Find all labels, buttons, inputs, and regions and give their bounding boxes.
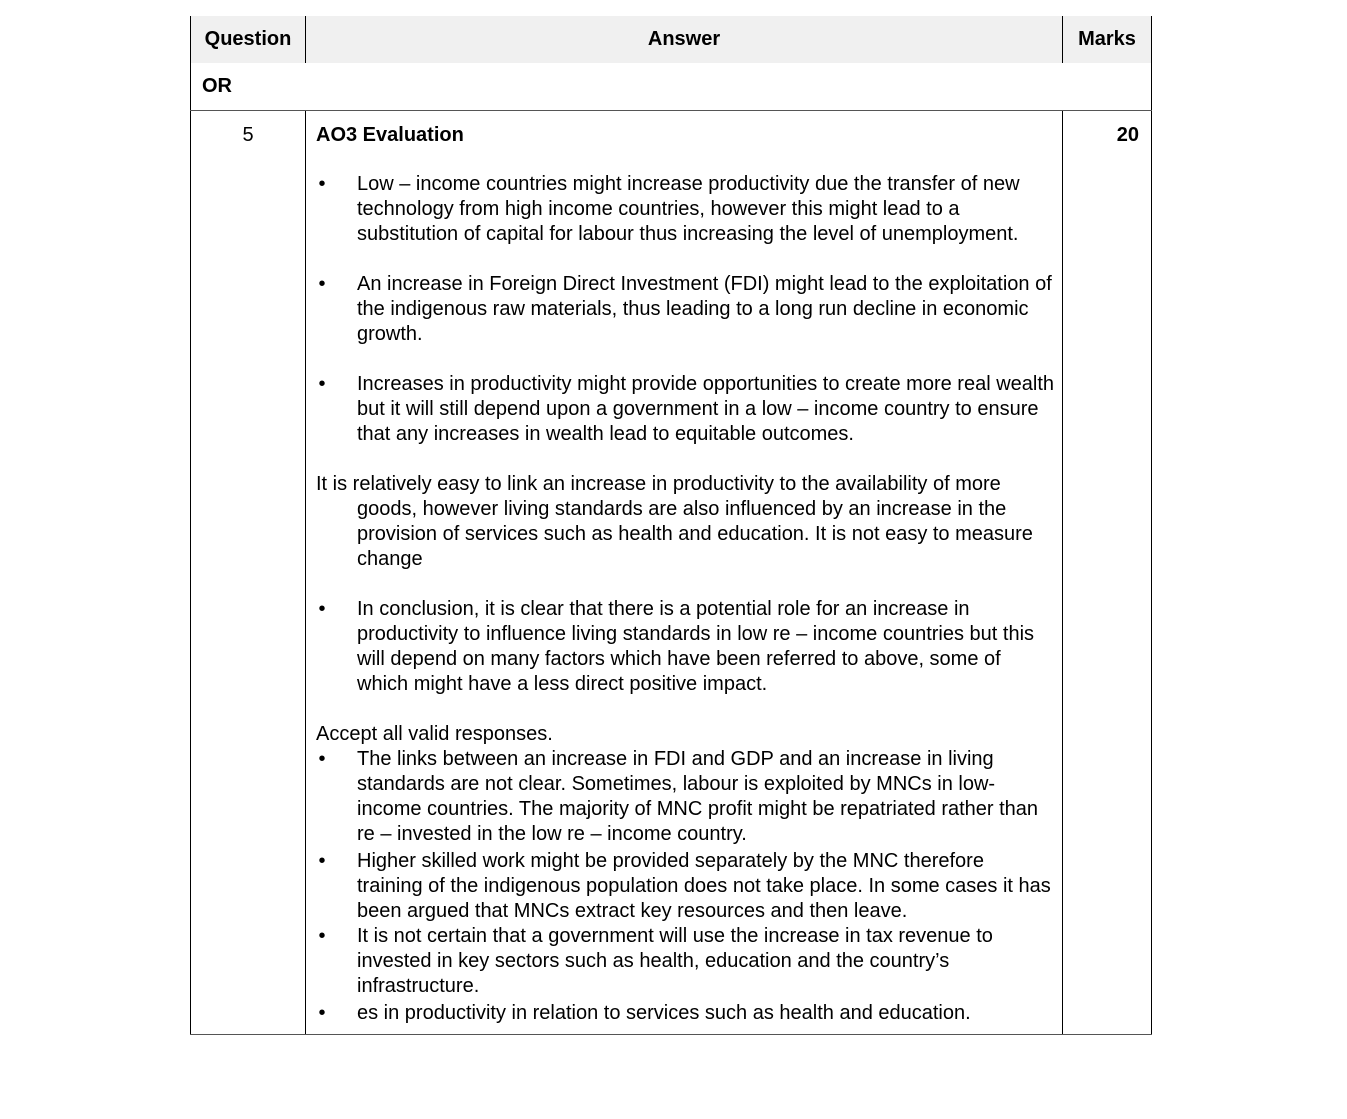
bullet-icon: •: [318, 373, 326, 395]
bullet-icon: •: [318, 173, 326, 195]
or-label: OR: [191, 63, 1152, 111]
table-header-row: [191, 16, 1152, 63]
accept-note: Accept all valid responses.: [316, 723, 553, 745]
marks-value: 20: [1063, 111, 1152, 1035]
list-item: [316, 747, 1054, 847]
list-item-text: es in productivity in relation to services such as health and education.: [357, 1002, 971, 1024]
list-item: [316, 924, 1054, 999]
bullet-icon: •: [318, 273, 326, 295]
question-number: 5: [191, 111, 306, 1035]
conclusion-item: [316, 597, 1054, 697]
list-item-text: Increases in productivity might provide opportunities to create more real wealth but it will still depend upon a government in a low – income country to ensure that any increases in wealth lead to equitable outcomes.: [357, 373, 1055, 445]
list-item-text: It is not certain that a government will use the increase in tax revenue to invested in key sectors such as health, education and the country’s infrastructure.: [357, 925, 993, 997]
bullet-icon: •: [318, 748, 326, 770]
bullet-icon: •: [318, 850, 326, 872]
list-item: [316, 172, 1054, 247]
bullet-icon: •: [318, 598, 326, 620]
section-title: AO3 Evaluation: [316, 124, 464, 146]
header-question: Question: [191, 16, 306, 63]
evaluation-paragraph: It is relatively easy to link an increase in productivity to the availability of more goods, however living standards are also influenced by an increase in the provision of services such as health and education. It is not easy to measure change: [316, 473, 1033, 570]
or-row: [191, 63, 1152, 111]
answer-cell: [306, 111, 1063, 1035]
list-item-text: The links between an increase in FDI and GDP and an increase in living standards are not clear. Sometimes, labour is exploited by MNCs in low-income countries. The majority of MNC profit might be repatriated rather than re – invested in the low re – income country.: [357, 748, 1039, 845]
bullet-icon: •: [318, 925, 326, 947]
header-answer: Answer: [306, 16, 1063, 63]
list-item-text: In conclusion, it is clear that there is a potential role for an increase in productivity to influence living standards in low re – income countries but this will depend on many factors which have been referred to above, some of which might have a less direct positive impact.: [357, 598, 1035, 695]
bullet-icon: •: [318, 1002, 326, 1024]
list-item: [316, 849, 1054, 924]
header-marks: Marks: [1063, 16, 1152, 63]
list-item-text: Low – income countries might increase productivity due the transfer of new technology from high income countries, however this might lead to a substitution of capital for labour thus increasing the level of unemployment.: [357, 173, 1020, 245]
list-item: [316, 1001, 1054, 1026]
table-row: [191, 111, 1152, 1035]
list-item-text: Higher skilled work might be provided separately by the MNC therefore training of the indigenous population does not take place. In some cases it has been argued that MNCs extract key resources and then leave.: [357, 850, 1051, 922]
mark-scheme-table: [190, 16, 1152, 1035]
list-item-text: An increase in Foreign Direct Investment (FDI) might lead to the exploitation of the indigenous raw materials, thus leading to a long run decline in economic growth.: [357, 273, 1052, 345]
mark-scheme-page: [190, 16, 1151, 1035]
list-item: [316, 372, 1054, 447]
list-item: [316, 272, 1054, 347]
